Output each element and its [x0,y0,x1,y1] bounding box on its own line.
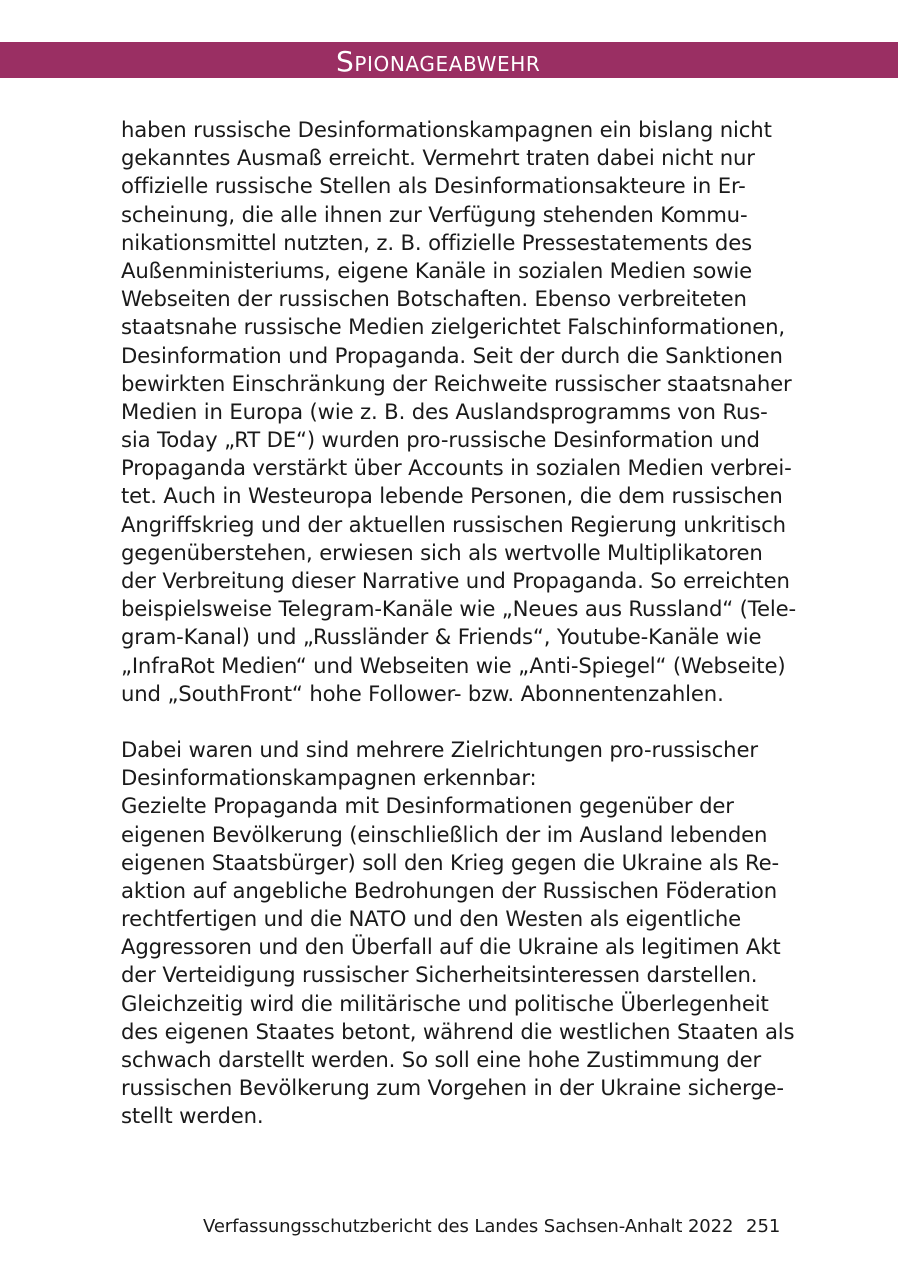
text-line: Gleichzeitig wird die militärische und politische Überlegenheit [121,990,769,1016]
text-line: und „SouthFront“ hohe Follower- bzw. Abonnentenzahlen. [121,680,724,706]
text-line: offizielle russische Stellen als Desinformationsakteure in Er- [121,173,746,199]
text-line: beispielsweise Telegram-Kanäle wie „Neues aus Russland“ (Tele- [121,596,796,622]
text-line: „InfraRot Medien“ und Webseiten wie „Anti-Spiegel“ (Webseite) [121,652,786,678]
text-line: Außenministeriums, eigene Kanäle in sozialen Medien sowie [121,257,752,283]
text-line: eigenen Bevölkerung (einschließlich der im Ausland lebenden [121,821,768,847]
page-body [121,116,796,1131]
text-line: schwach darstellt werden. So soll eine hohe Zustimmung der [121,1047,762,1072]
text-line: russischen Bevölkerung zum Vorgehen in der Ukraine sicherge- [121,1075,784,1101]
text-line: gegenüberstehen, erwiesen sich als wertvolle Multiplikatoren [121,539,763,565]
text-line: Angriffskrieg und der aktuellen russischen Regierung unkritisch [121,511,786,537]
text-line: der Verteidigung russischer Sicherheitsinteressen darstellen. [121,962,758,988]
section-title: Spionageabwehr [336,45,541,78]
text-line: eigenen Staatsbürger) soll den Krieg gegen die Ukraine als Re- [121,849,779,875]
text-line: stellt werden. [121,1103,264,1129]
text-line: aktion auf angebliche Bedrohungen der Russischen Föderation [121,877,778,903]
text-line: haben russische Desinformationskampagnen ein bislang nicht [121,117,772,142]
page-number: 251 [746,1216,781,1237]
paragraph-spacer [121,708,783,736]
text-line: rechtfertigen und die NATO und den Westen als eigentliche [121,906,742,932]
text-line: nikationsmittel nutzten, z. B. offizielle Pressestatements des [121,229,752,255]
text-line: Desinformationskampagnen erkennbar: [121,765,537,791]
text-line: sia Today „RT DE“) wurden pro-russische Desinformation und [121,427,760,453]
text-line: tet. Auch in Westeuropa lebende Personen, die dem russischen [121,483,783,509]
text-line: gram-Kanal) und „Russländer & Friends“, Youtube-Kanäle wie [121,624,762,650]
paragraph-2 [121,736,795,1131]
text-line: Propaganda verstärkt über Accounts in sozialen Medien verbrei- [121,455,792,481]
text-line: Gezielte Propaganda mit Desinformationen gegenüber der [121,793,734,819]
text-line: Aggressoren und den Überfall auf die Ukraine als legitimen Akt [121,934,781,960]
text-line: bewirkten Einschränkung der Reichweite russischer staatsnaher [121,370,792,396]
text-line: Dabei waren und sind mehrere Zielrichtungen pro-russischer [121,736,758,762]
text-line: staatsnahe russische Medien zielgerichtet Falschinformationen, [121,314,785,340]
paragraph-1 [121,116,796,708]
text-line: Desinformation und Propaganda. Seit der durch die Sanktionen [121,342,783,368]
text-line: Webseiten der russischen Botschaften. Ebenso verbreiteten [121,286,747,312]
text-line: der Verbreitung dieser Narrative und Propaganda. So erreichten [121,568,790,593]
text-line: gekanntes Ausmaß erreicht. Vermehrt traten dabei nicht nur [121,145,755,171]
footer-document-title: Verfassungsschutzbericht des Landes Sachsen-Anhalt 2022 [203,1216,734,1237]
text-line: scheinung, die alle ihnen zur Verfügung stehenden Kommu- [121,201,748,227]
text-line: des eigenen Staates betont, während die westlichen Staaten als [121,1018,795,1044]
text-line: Medien in Europa (wie z. B. des Auslandsprogramms von Rus- [121,398,768,424]
